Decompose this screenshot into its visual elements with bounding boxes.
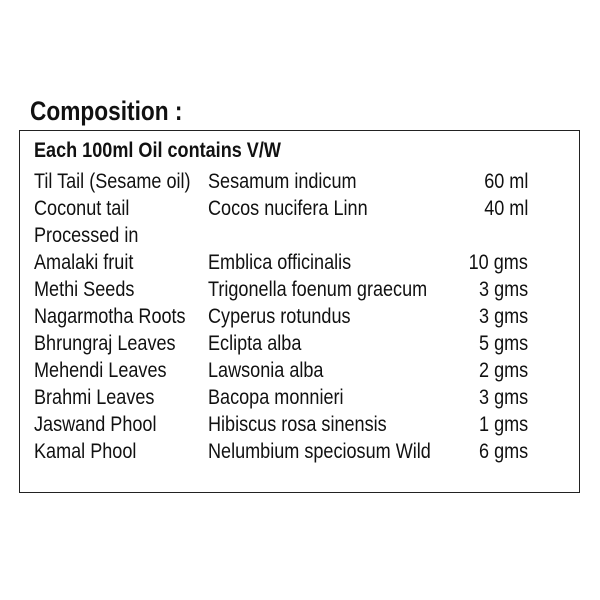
ingredient-name: Kamal Phool [34,440,137,463]
ingredient-quantity: 3 gms [478,386,528,409]
ingredient-scientific-name: Eclipta alba [208,332,302,355]
ingredient-scientific-name: Emblica officinalis [208,251,352,274]
ingredient-scientific-name: Cocos nucifera Linn [208,197,368,220]
ingredient-row [0,330,600,357]
ingredient-scientific-name: Hibiscus rosa sinensis [208,413,387,436]
ingredient-scientific-name: Sesamum indicum [208,170,357,193]
ingredient-name: Bhrungraj Leaves [34,332,176,355]
ingredient-row [0,195,600,222]
composition-subheading: Each 100ml Oil contains V/W [34,139,281,162]
ingredient-quantity: 60 ml [483,170,528,193]
ingredient-row [0,357,600,384]
ingredient-name: Methi Seeds [34,278,135,301]
ingredient-quantity: 10 gms [468,251,528,274]
ingredient-quantity: 1 gms [478,413,528,436]
ingredient-quantity: 40 ml [483,197,528,220]
ingredient-row [0,222,600,249]
ingredient-name: Processed in [34,224,139,247]
ingredient-row [0,168,600,195]
ingredient-name: Nagarmotha Roots [34,305,186,328]
ingredient-row [0,303,600,330]
ingredient-row [0,384,600,411]
ingredient-scientific-name: Cyperus rotundus [208,305,351,328]
ingredient-name: Amalaki fruit [34,251,134,274]
ingredient-scientific-name: Trigonella foenum graecum [208,278,428,301]
ingredient-row [0,438,600,465]
ingredient-quantity: 3 gms [478,305,528,328]
ingredient-row [0,411,600,438]
ingredient-quantity: 6 gms [478,440,528,463]
ingredient-row [0,249,600,276]
ingredient-name: Coconut tail [34,197,130,220]
ingredient-name: Brahmi Leaves [34,386,155,409]
ingredient-scientific-name: Bacopa monnieri [208,386,344,409]
ingredient-quantity: 5 gms [478,332,528,355]
ingredient-scientific-name: Nelumbium speciosum Wild [208,440,431,463]
ingredient-row [0,276,600,303]
ingredient-quantity: 3 gms [478,278,528,301]
composition-heading: Composition : [30,96,183,126]
ingredient-name: Til Tail (Sesame oil) [34,170,191,193]
ingredient-name: Jaswand Phool [34,413,157,436]
ingredient-scientific-name: Lawsonia alba [208,359,324,382]
ingredients-table [0,168,600,465]
ingredient-name: Mehendi Leaves [34,359,167,382]
ingredient-quantity: 2 gms [478,359,528,382]
